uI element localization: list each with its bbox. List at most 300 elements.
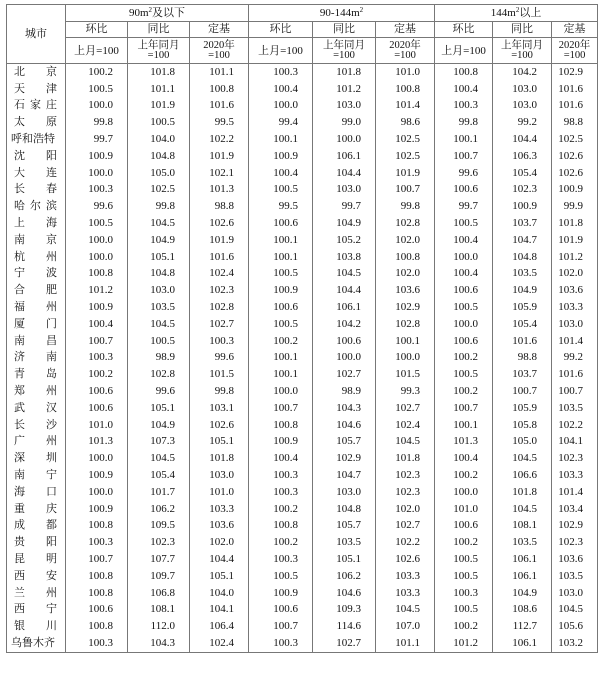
value-cell: 100.7 — [376, 182, 435, 199]
value-cell: 104.9 — [493, 585, 552, 602]
value-cell: 100.5 — [66, 215, 128, 232]
value-cell: 100.4 — [66, 316, 128, 333]
value-cell: 103.0 — [128, 282, 190, 299]
value-cell: 102.2 — [190, 131, 249, 148]
city-cell: 银川 — [7, 618, 66, 635]
value-cell: 104.1 — [190, 602, 249, 619]
value-cell: 100.0 — [435, 316, 493, 333]
value-cell: 101.6 — [552, 98, 598, 115]
value-cell: 100.5 — [435, 299, 493, 316]
city-cell: 哈尔滨 — [7, 198, 66, 215]
table-row — [7, 316, 598, 333]
sub-header: 环比 — [435, 22, 493, 38]
value-cell: 100.1 — [249, 350, 313, 367]
city-cell: 杭州 — [7, 249, 66, 266]
sub-header: 定基 — [190, 22, 249, 38]
value-cell: 100.2 — [249, 534, 313, 551]
value-cell: 104.4 — [493, 131, 552, 148]
table-row — [7, 81, 598, 98]
value-cell: 99.8 — [435, 114, 493, 131]
table-row — [7, 165, 598, 182]
value-cell: 104.3 — [128, 635, 190, 652]
value-cell: 104.8 — [313, 501, 376, 518]
value-cell: 103.5 — [313, 534, 376, 551]
value-cell: 99.8 — [376, 198, 435, 215]
value-cell: 100.2 — [249, 333, 313, 350]
value-cell: 99.7 — [313, 198, 376, 215]
city-cell: 深圳 — [7, 450, 66, 467]
value-cell: 100.0 — [376, 350, 435, 367]
value-cell: 100.8 — [66, 585, 128, 602]
value-cell: 100.9 — [249, 585, 313, 602]
value-cell: 105.8 — [493, 417, 552, 434]
value-cell: 107.0 — [376, 618, 435, 635]
value-cell: 102.3 — [552, 450, 598, 467]
value-cell: 102.2 — [376, 534, 435, 551]
value-cell: 103.3 — [190, 501, 249, 518]
table-row — [7, 400, 598, 417]
table-row — [7, 602, 598, 619]
value-cell: 101.9 — [376, 165, 435, 182]
city-cell: 兰州 — [7, 585, 66, 602]
value-cell: 105.9 — [493, 400, 552, 417]
value-cell: 100.3 — [190, 333, 249, 350]
value-cell: 102.0 — [376, 232, 435, 249]
city-cell: 海口 — [7, 484, 66, 501]
value-cell: 100.2 — [249, 501, 313, 518]
basis-header: 上月=100 — [435, 38, 493, 64]
value-cell: 104.5 — [128, 316, 190, 333]
value-cell: 100.5 — [435, 366, 493, 383]
value-cell: 100.6 — [66, 602, 128, 619]
value-cell: 100.8 — [190, 81, 249, 98]
value-cell: 114.6 — [313, 618, 376, 635]
value-cell: 102.8 — [376, 215, 435, 232]
value-cell: 100.3 — [249, 635, 313, 652]
value-cell: 106.1 — [313, 299, 376, 316]
value-cell: 104.4 — [313, 282, 376, 299]
city-cell: 武汉 — [7, 400, 66, 417]
value-cell: 102.5 — [376, 131, 435, 148]
value-cell: 100.1 — [435, 131, 493, 148]
table-row — [7, 114, 598, 131]
value-cell: 104.4 — [190, 551, 249, 568]
value-cell: 102.7 — [190, 316, 249, 333]
value-cell: 100.9 — [66, 501, 128, 518]
value-cell: 106.1 — [493, 635, 552, 652]
value-cell: 100.3 — [66, 635, 128, 652]
value-cell: 104.7 — [313, 467, 376, 484]
city-column-header: 城市 — [7, 5, 66, 64]
value-cell: 106.3 — [493, 148, 552, 165]
value-cell: 100.1 — [249, 232, 313, 249]
value-cell: 103.0 — [552, 316, 598, 333]
value-cell: 100.4 — [249, 81, 313, 98]
value-cell: 104.5 — [376, 434, 435, 451]
value-cell: 101.0 — [190, 484, 249, 501]
value-cell: 99.8 — [66, 114, 128, 131]
value-cell: 105.4 — [493, 316, 552, 333]
value-cell: 98.8 — [493, 350, 552, 367]
table-row — [7, 299, 598, 316]
value-cell: 102.6 — [552, 165, 598, 182]
value-cell: 100.0 — [435, 484, 493, 501]
value-cell: 105.7 — [313, 518, 376, 535]
value-cell: 105.6 — [552, 618, 598, 635]
value-cell: 101.3 — [435, 434, 493, 451]
basis-header: 上月=100 — [249, 38, 313, 64]
value-cell: 101.2 — [552, 249, 598, 266]
value-cell: 102.9 — [376, 299, 435, 316]
value-cell: 106.2 — [128, 501, 190, 518]
table-row — [7, 366, 598, 383]
group-header-small-label: $90m^2$及以下 — [128, 5, 186, 19]
city-cell: 合肥 — [7, 282, 66, 299]
value-cell: 100.3 — [66, 350, 128, 367]
value-cell: 100.2 — [66, 366, 128, 383]
value-cell: 103.5 — [552, 568, 598, 585]
value-cell: 102.5 — [128, 182, 190, 199]
value-cell: 100.0 — [313, 131, 376, 148]
value-cell: 100.6 — [249, 215, 313, 232]
value-cell: 100.1 — [435, 417, 493, 434]
value-cell: 103.3 — [376, 568, 435, 585]
value-cell: 100.3 — [249, 551, 313, 568]
value-cell: 102.4 — [376, 417, 435, 434]
value-cell: 100.0 — [249, 383, 313, 400]
value-cell: 102.7 — [376, 518, 435, 535]
value-cell: 103.7 — [493, 215, 552, 232]
value-cell: 101.2 — [313, 81, 376, 98]
value-cell: 102.1 — [190, 165, 249, 182]
value-cell: 99.8 — [190, 383, 249, 400]
value-cell: 100.8 — [249, 518, 313, 535]
value-cell: 104.8 — [128, 148, 190, 165]
table-row — [7, 467, 598, 484]
value-cell: 100.8 — [376, 81, 435, 98]
value-cell: 100.6 — [435, 333, 493, 350]
value-cell: 98.9 — [313, 383, 376, 400]
value-cell: 102.3 — [493, 182, 552, 199]
value-cell: 99.8 — [128, 198, 190, 215]
value-cell: 100.6 — [249, 602, 313, 619]
value-cell: 102.9 — [552, 518, 598, 535]
value-cell: 100.9 — [249, 148, 313, 165]
value-cell: 100.0 — [435, 249, 493, 266]
value-cell: 100.1 — [376, 333, 435, 350]
value-cell: 101.9 — [552, 232, 598, 249]
basis-header: 2020年 =100 — [190, 38, 249, 64]
sub-header: 环比 — [249, 22, 313, 38]
value-cell: 102.0 — [552, 266, 598, 283]
value-cell: 103.0 — [313, 484, 376, 501]
value-cell: 101.0 — [376, 64, 435, 81]
value-cell: 101.8 — [313, 64, 376, 81]
table-row — [7, 232, 598, 249]
value-cell: 106.1 — [493, 551, 552, 568]
value-cell: 102.5 — [376, 148, 435, 165]
value-cell: 105.1 — [313, 551, 376, 568]
value-cell: 100.2 — [435, 383, 493, 400]
value-cell: 107.7 — [128, 551, 190, 568]
value-cell: 100.0 — [249, 98, 313, 115]
value-cell: 109.3 — [313, 602, 376, 619]
value-cell: 100.6 — [435, 518, 493, 535]
city-cell: 沈阳 — [7, 148, 66, 165]
value-cell: 100.0 — [66, 249, 128, 266]
table-row — [7, 534, 598, 551]
value-cell: 100.1 — [249, 131, 313, 148]
city-cell: 重庆 — [7, 501, 66, 518]
sub-header: 同比 — [493, 22, 552, 38]
value-cell: 106.1 — [493, 568, 552, 585]
city-cell: 厦门 — [7, 316, 66, 333]
value-cell: 100.1 — [249, 249, 313, 266]
value-cell: 104.4 — [313, 165, 376, 182]
value-cell: 106.1 — [313, 148, 376, 165]
value-cell: 99.6 — [190, 350, 249, 367]
value-cell: 101.1 — [190, 64, 249, 81]
city-cell: 呼和浩特 — [7, 131, 66, 148]
value-cell: 100.7 — [249, 400, 313, 417]
value-cell: 100.2 — [435, 534, 493, 551]
value-cell: 100.2 — [435, 618, 493, 635]
value-cell: 100.2 — [435, 350, 493, 367]
basis-header: 上年同月 =100 — [493, 38, 552, 64]
value-cell: 101.2 — [66, 282, 128, 299]
value-cell: 104.3 — [313, 400, 376, 417]
value-cell: 101.8 — [190, 450, 249, 467]
value-cell: 102.3 — [552, 534, 598, 551]
value-cell: 100.5 — [435, 568, 493, 585]
value-cell: 101.4 — [552, 333, 598, 350]
table-row — [7, 64, 598, 81]
value-cell: 101.6 — [190, 98, 249, 115]
value-cell: 103.5 — [493, 266, 552, 283]
value-cell: 100.3 — [66, 534, 128, 551]
table-row — [7, 333, 598, 350]
value-cell: 100.9 — [249, 282, 313, 299]
value-cell: 103.0 — [493, 98, 552, 115]
table-row — [7, 585, 598, 602]
value-cell: 101.5 — [376, 366, 435, 383]
value-cell: 100.7 — [435, 400, 493, 417]
city-cell: 长春 — [7, 182, 66, 199]
value-cell: 100.5 — [249, 568, 313, 585]
value-cell: 108.6 — [493, 602, 552, 619]
value-cell: 100.6 — [249, 299, 313, 316]
value-cell: 100.6 — [435, 182, 493, 199]
value-cell: 103.0 — [313, 182, 376, 199]
value-cell: 102.7 — [313, 366, 376, 383]
value-cell: 106.8 — [128, 585, 190, 602]
value-cell: 101.9 — [190, 232, 249, 249]
value-cell: 104.1 — [552, 434, 598, 451]
value-cell: 103.3 — [552, 299, 598, 316]
value-cell: 101.5 — [190, 366, 249, 383]
city-cell: 贵阳 — [7, 534, 66, 551]
value-cell: 102.2 — [552, 417, 598, 434]
value-cell: 103.6 — [190, 518, 249, 535]
value-cell: 99.3 — [376, 383, 435, 400]
basis-header: 2020年 =100 — [552, 38, 598, 64]
value-cell: 100.8 — [66, 518, 128, 535]
sub-header: 同比 — [313, 22, 376, 38]
value-cell: 103.0 — [552, 585, 598, 602]
value-cell: 100.0 — [66, 232, 128, 249]
value-cell: 100.4 — [249, 450, 313, 467]
table-row — [7, 148, 598, 165]
value-cell: 102.9 — [313, 450, 376, 467]
value-cell: 102.8 — [190, 299, 249, 316]
value-cell: 104.2 — [313, 316, 376, 333]
city-cell: 福州 — [7, 299, 66, 316]
value-cell: 100.1 — [249, 366, 313, 383]
value-cell: 100.8 — [435, 64, 493, 81]
city-cell: 广州 — [7, 434, 66, 451]
group-header-medium-label: $90-144m^2$ — [319, 5, 364, 19]
value-cell: 100.5 — [435, 551, 493, 568]
value-cell: 112.0 — [128, 618, 190, 635]
table-row — [7, 198, 598, 215]
value-cell: 98.9 — [128, 350, 190, 367]
value-cell: 100.4 — [435, 232, 493, 249]
value-cell: 100.7 — [493, 383, 552, 400]
table-row — [7, 450, 598, 467]
value-cell: 104.9 — [128, 232, 190, 249]
value-cell: 102.6 — [190, 215, 249, 232]
value-cell: 104.0 — [190, 585, 249, 602]
price-index-table — [6, 4, 598, 653]
table-row — [7, 501, 598, 518]
city-cell: 西安 — [7, 568, 66, 585]
group-header-small — [66, 5, 249, 22]
basis-header: 上年同月 =100 — [128, 38, 190, 64]
city-cell: 昆明 — [7, 551, 66, 568]
value-cell: 104.0 — [128, 131, 190, 148]
value-cell: 101.6 — [552, 81, 598, 98]
value-cell: 101.3 — [190, 182, 249, 199]
value-cell: 100.3 — [249, 467, 313, 484]
value-cell: 100.4 — [435, 266, 493, 283]
value-cell: 99.9 — [552, 198, 598, 215]
table-row — [7, 551, 598, 568]
value-cell: 104.6 — [313, 417, 376, 434]
value-cell: 104.5 — [313, 266, 376, 283]
value-cell: 104.5 — [493, 501, 552, 518]
value-cell: 100.6 — [313, 333, 376, 350]
table-row — [7, 635, 598, 652]
value-cell: 99.5 — [190, 114, 249, 131]
value-cell: 100.8 — [66, 618, 128, 635]
value-cell: 100.7 — [435, 148, 493, 165]
value-cell: 105.4 — [128, 467, 190, 484]
value-cell: 100.8 — [376, 249, 435, 266]
value-cell: 101.4 — [376, 98, 435, 115]
value-cell: 106.6 — [493, 467, 552, 484]
value-cell: 100.3 — [435, 98, 493, 115]
value-cell: 100.5 — [128, 114, 190, 131]
value-cell: 102.9 — [552, 64, 598, 81]
table-row — [7, 383, 598, 400]
group-header-medium — [249, 5, 435, 22]
value-cell: 102.0 — [376, 266, 435, 283]
value-cell: 105.7 — [313, 434, 376, 451]
value-cell: 102.3 — [190, 282, 249, 299]
value-cell: 99.0 — [313, 114, 376, 131]
city-cell: 北京 — [7, 64, 66, 81]
value-cell: 101.9 — [128, 98, 190, 115]
value-cell: 100.0 — [66, 484, 128, 501]
value-cell: 100.4 — [435, 450, 493, 467]
value-cell: 100.7 — [66, 551, 128, 568]
value-cell: 101.7 — [128, 484, 190, 501]
value-cell: 105.1 — [128, 249, 190, 266]
group-header-large — [435, 5, 598, 22]
value-cell: 104.6 — [313, 585, 376, 602]
value-cell: 100.9 — [66, 467, 128, 484]
value-cell: 103.6 — [552, 282, 598, 299]
basis-header: 上月=100 — [66, 38, 128, 64]
value-cell: 99.6 — [435, 165, 493, 182]
city-cell: 大连 — [7, 165, 66, 182]
value-cell: 101.0 — [66, 417, 128, 434]
value-cell: 101.2 — [435, 635, 493, 652]
value-cell: 100.9 — [66, 148, 128, 165]
value-cell: 100.0 — [66, 165, 128, 182]
value-cell: 100.6 — [66, 383, 128, 400]
value-cell: 101.1 — [376, 635, 435, 652]
value-cell: 99.4 — [249, 114, 313, 131]
value-cell: 104.9 — [493, 282, 552, 299]
value-cell: 98.8 — [552, 114, 598, 131]
value-cell: 100.6 — [435, 282, 493, 299]
value-cell: 101.6 — [552, 366, 598, 383]
value-cell: 106.2 — [313, 568, 376, 585]
value-cell: 98.6 — [376, 114, 435, 131]
value-cell: 103.3 — [376, 585, 435, 602]
value-cell: 101.8 — [493, 484, 552, 501]
value-cell: 104.7 — [493, 232, 552, 249]
value-cell: 103.7 — [493, 366, 552, 383]
value-cell: 100.3 — [66, 182, 128, 199]
value-cell: 106.4 — [190, 618, 249, 635]
value-cell: 102.3 — [376, 484, 435, 501]
table-row — [7, 518, 598, 535]
value-cell: 100.8 — [249, 417, 313, 434]
value-cell: 105.9 — [493, 299, 552, 316]
value-cell: 104.9 — [313, 215, 376, 232]
value-cell: 105.1 — [128, 400, 190, 417]
value-cell: 100.0 — [66, 450, 128, 467]
sub-header: 环比 — [66, 22, 128, 38]
table-row — [7, 249, 598, 266]
city-cell: 郑州 — [7, 383, 66, 400]
value-cell: 101.3 — [66, 434, 128, 451]
value-cell: 100.8 — [66, 568, 128, 585]
value-cell: 103.6 — [552, 551, 598, 568]
value-cell: 102.7 — [313, 635, 376, 652]
value-cell: 100.9 — [66, 299, 128, 316]
value-cell: 100.5 — [66, 81, 128, 98]
value-cell: 101.6 — [190, 249, 249, 266]
value-cell: 100.8 — [66, 266, 128, 283]
value-cell: 98.8 — [190, 198, 249, 215]
table-row — [7, 282, 598, 299]
value-cell: 105.0 — [493, 434, 552, 451]
value-cell: 100.0 — [66, 98, 128, 115]
value-cell: 108.1 — [493, 518, 552, 535]
